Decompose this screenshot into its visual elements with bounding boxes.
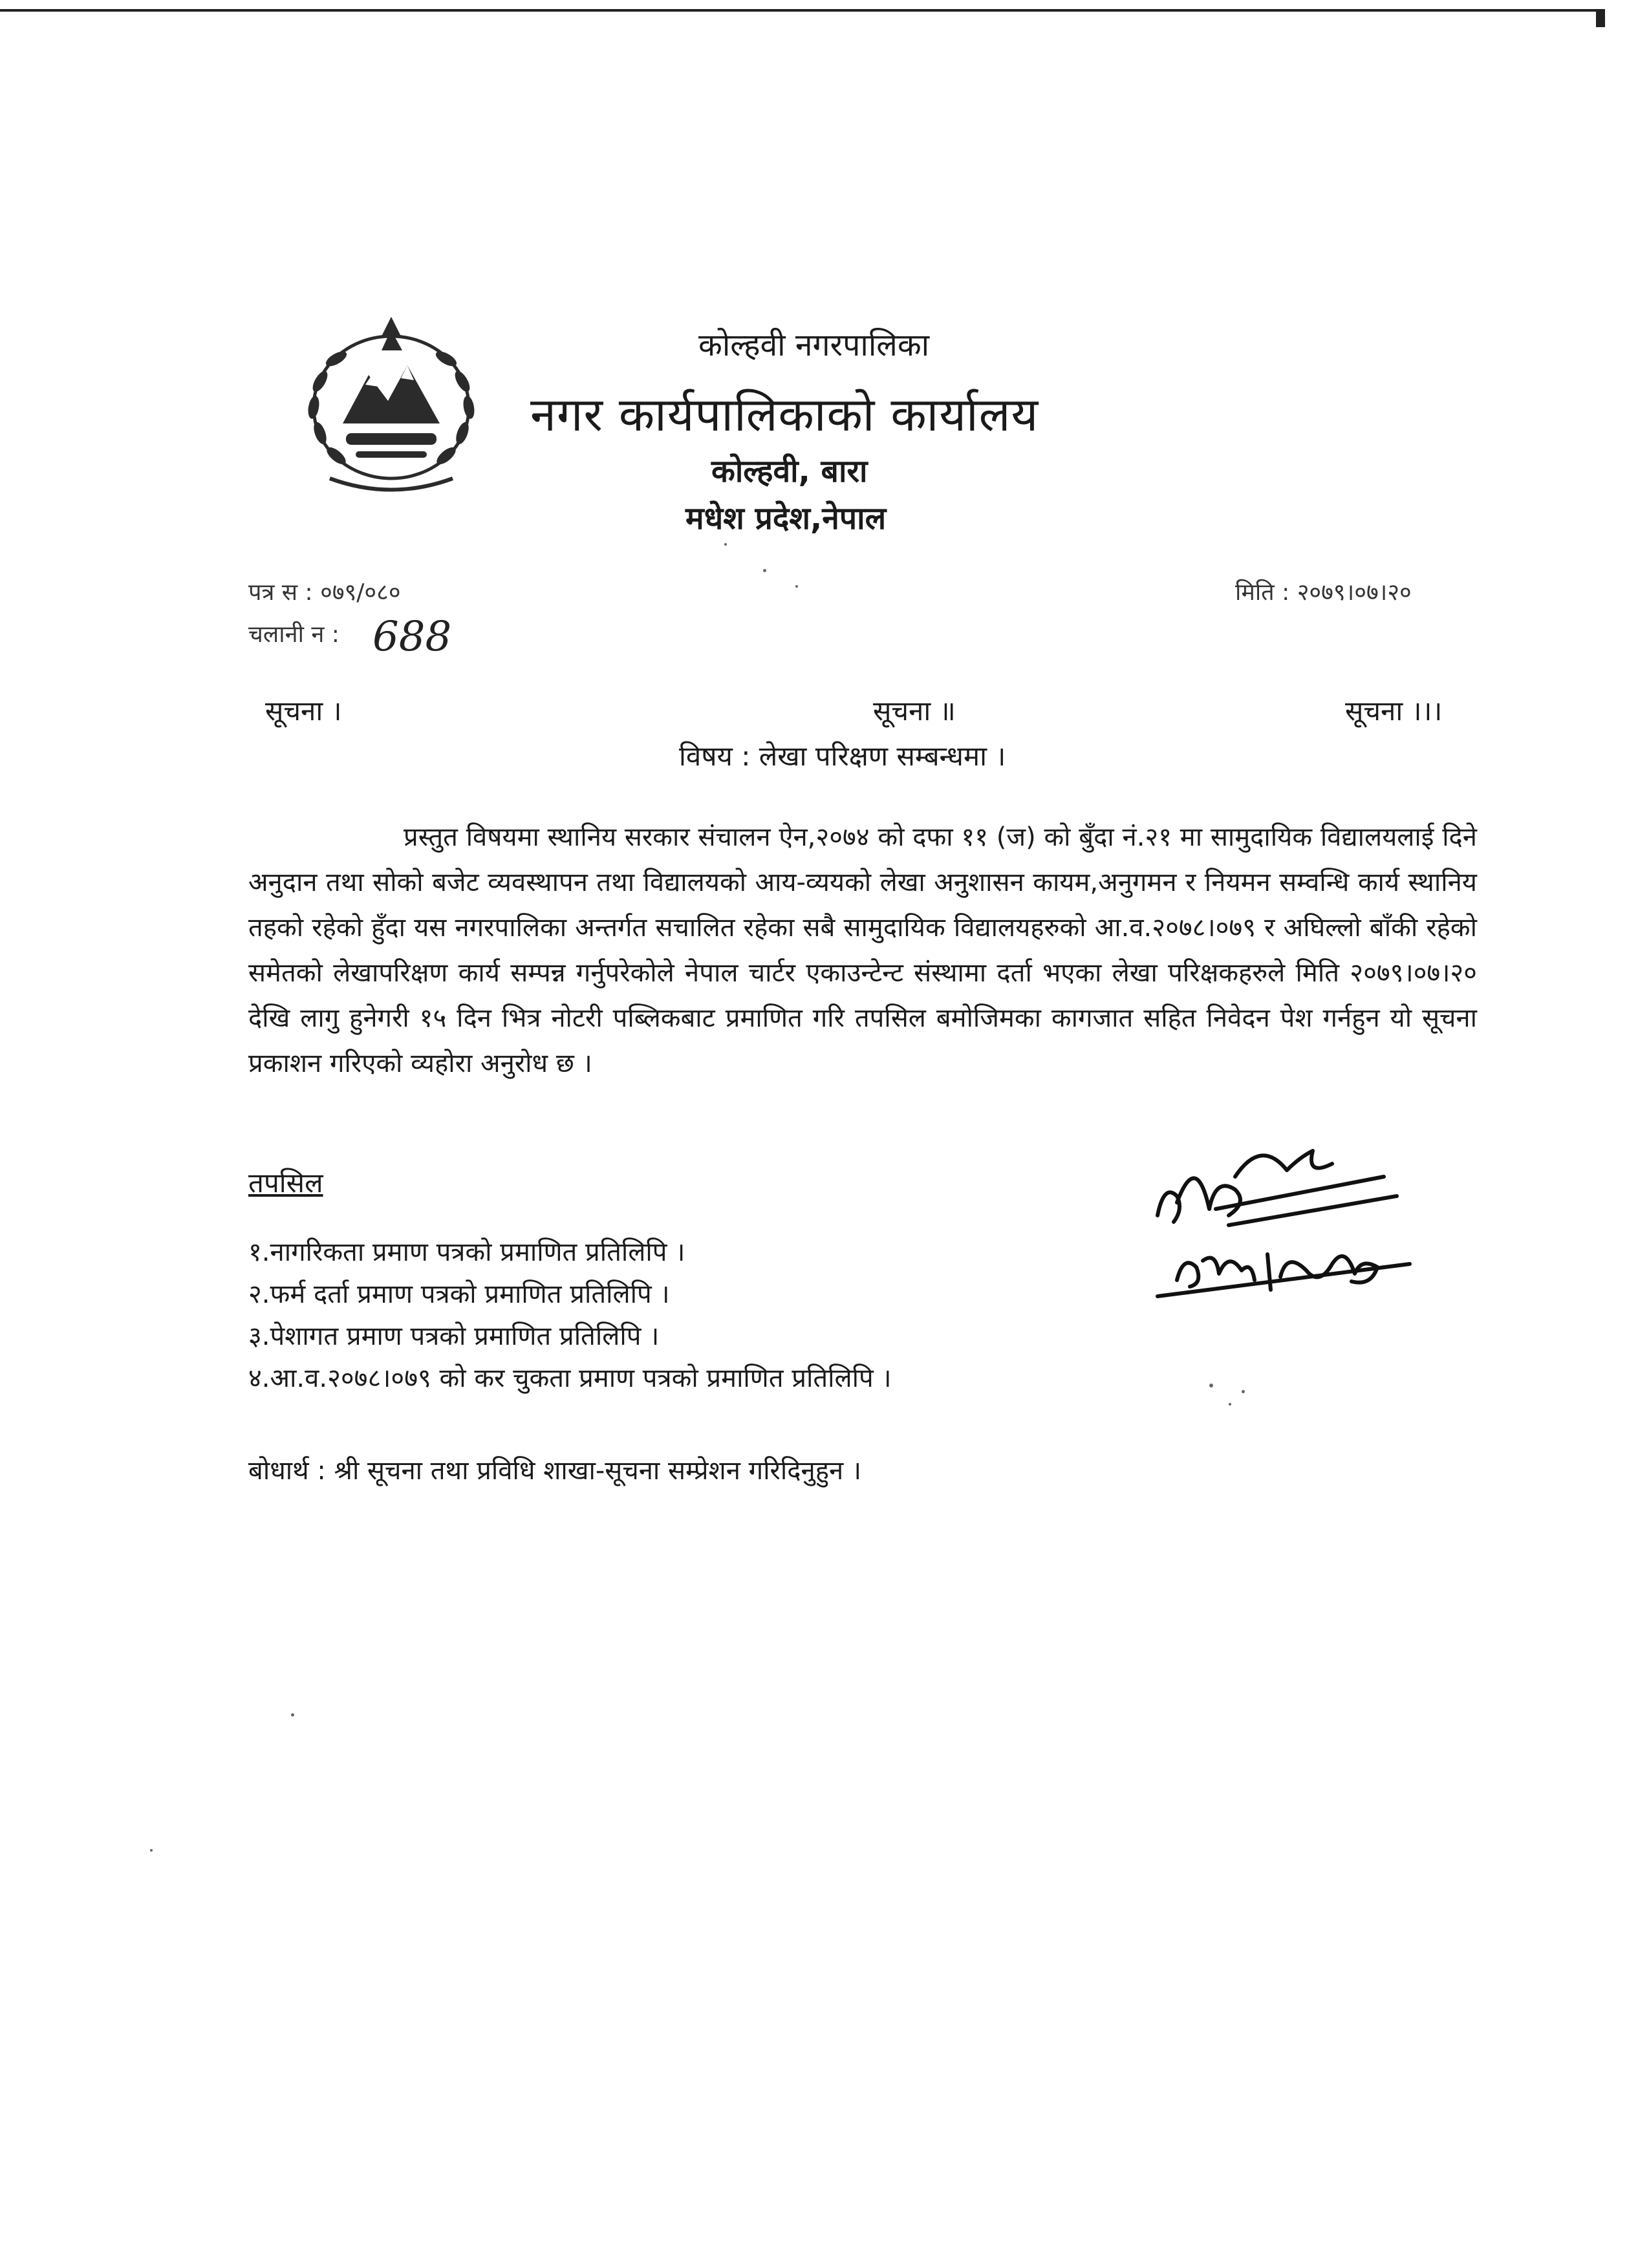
scan-speck [150, 1849, 153, 1852]
handwritten-signature [1138, 1112, 1449, 1306]
scan-speck [1209, 1384, 1213, 1387]
scan-speck [291, 1713, 294, 1717]
scan-speck [724, 543, 727, 546]
subject-line: विषय : लेखा परिक्षण सम्बन्धमा । [679, 740, 1006, 772]
list-item: ४.आ.व.२०७८।०७९ को कर चुकता प्रमाण पत्रको प्रमाणित प्रतिलिपि । [248, 1364, 892, 1393]
scan-edge-corner [1596, 9, 1605, 27]
notice-heading-2: सूचना ॥ [873, 695, 956, 727]
municipality-name: कोल्हवी नगरपालिका [698, 327, 930, 363]
scan-speck [795, 585, 798, 588]
scan-speck [1229, 1403, 1231, 1406]
office-address: कोल्हवी, बारा [711, 453, 868, 489]
letter-number: पत्र स : ०७९/०८० [248, 579, 401, 606]
province-name: मधेश प्रदेश,नेपाल [685, 500, 887, 537]
list-item: १.नागरिकता प्रमाण पत्रको प्रमाणित प्रतिलिपि । [248, 1237, 685, 1267]
body-paragraph [248, 815, 1477, 1086]
letter-date: मिति : २०७९।०७।२० [1235, 579, 1412, 606]
notice-heading-1: सूचना । [265, 695, 342, 727]
scan-speck [1242, 1390, 1245, 1393]
dispatch-label: चलानी न : [248, 621, 339, 648]
scan-speck [763, 569, 766, 572]
body-text: प्रस्तुत विषयमा स्थानिय सरकार संचालन ऐन,२०७४ को दफा ११ (ज) को बुँदा नं.२१ मा सामुदायिक विद्यालयलाई दिने अनुदान तथा सोको बजेट व्यवस्थापन तथा विद्यालयको आय-व्ययको लेखा अनुशासन कायम,अनुगमन र नियमन सम्वन्धि कार्य स्थानिय तहको रहेको हुँदा यस नगरपालिका अन्तर्गत सचालित रहेका सबै सामुदायिक विद्यालयहरुको आ.व.२०७८।०७९ र अघिल्लो बाँकी रहेको समेतको लेखापरिक्षण कार्य सम्पन्न गर्नुपरेकोले नेपाल चार्टर एकाउन्टेन्ट संस्थामा दर्ता भएका लेखा परिक्षकहरुले मिति २०७९।०७।२० देखि लागु हुनेगरी १५ दिन भित्र नोटरी पब्लिकबाट प्रमाणित गरि तपसिल बमोजिमका कागजात सहित निवेदन पेश गर्नहुन यो सूचना प्रकाशन गरिएको व्यहोरा अनुरोध छ । [248, 822, 1477, 1078]
notice-heading-3: सूचना ।।। [1345, 695, 1443, 727]
scan-edge-line [0, 9, 1597, 12]
office-title: नगर कार्यपालिकाको कार्यालय [530, 387, 1039, 442]
government-emblem [285, 304, 498, 504]
list-item: ३.पेशागत प्रमाण पत्रको प्रमाणित प्रतिलिपि । [248, 1321, 660, 1351]
attachments-title: तपसिल [248, 1167, 323, 1199]
list-item: २.फर्म दर्ता प्रमाण पत्रको प्रमाणित प्रतिलिपि । [248, 1279, 670, 1309]
dispatch-number: 688 [372, 613, 452, 661]
cc-line: बोधार्थ : श्री सूचना तथा प्रविधि शाखा-सूचना सम्प्रेशन गरिदिनुहुन । [248, 1456, 862, 1486]
